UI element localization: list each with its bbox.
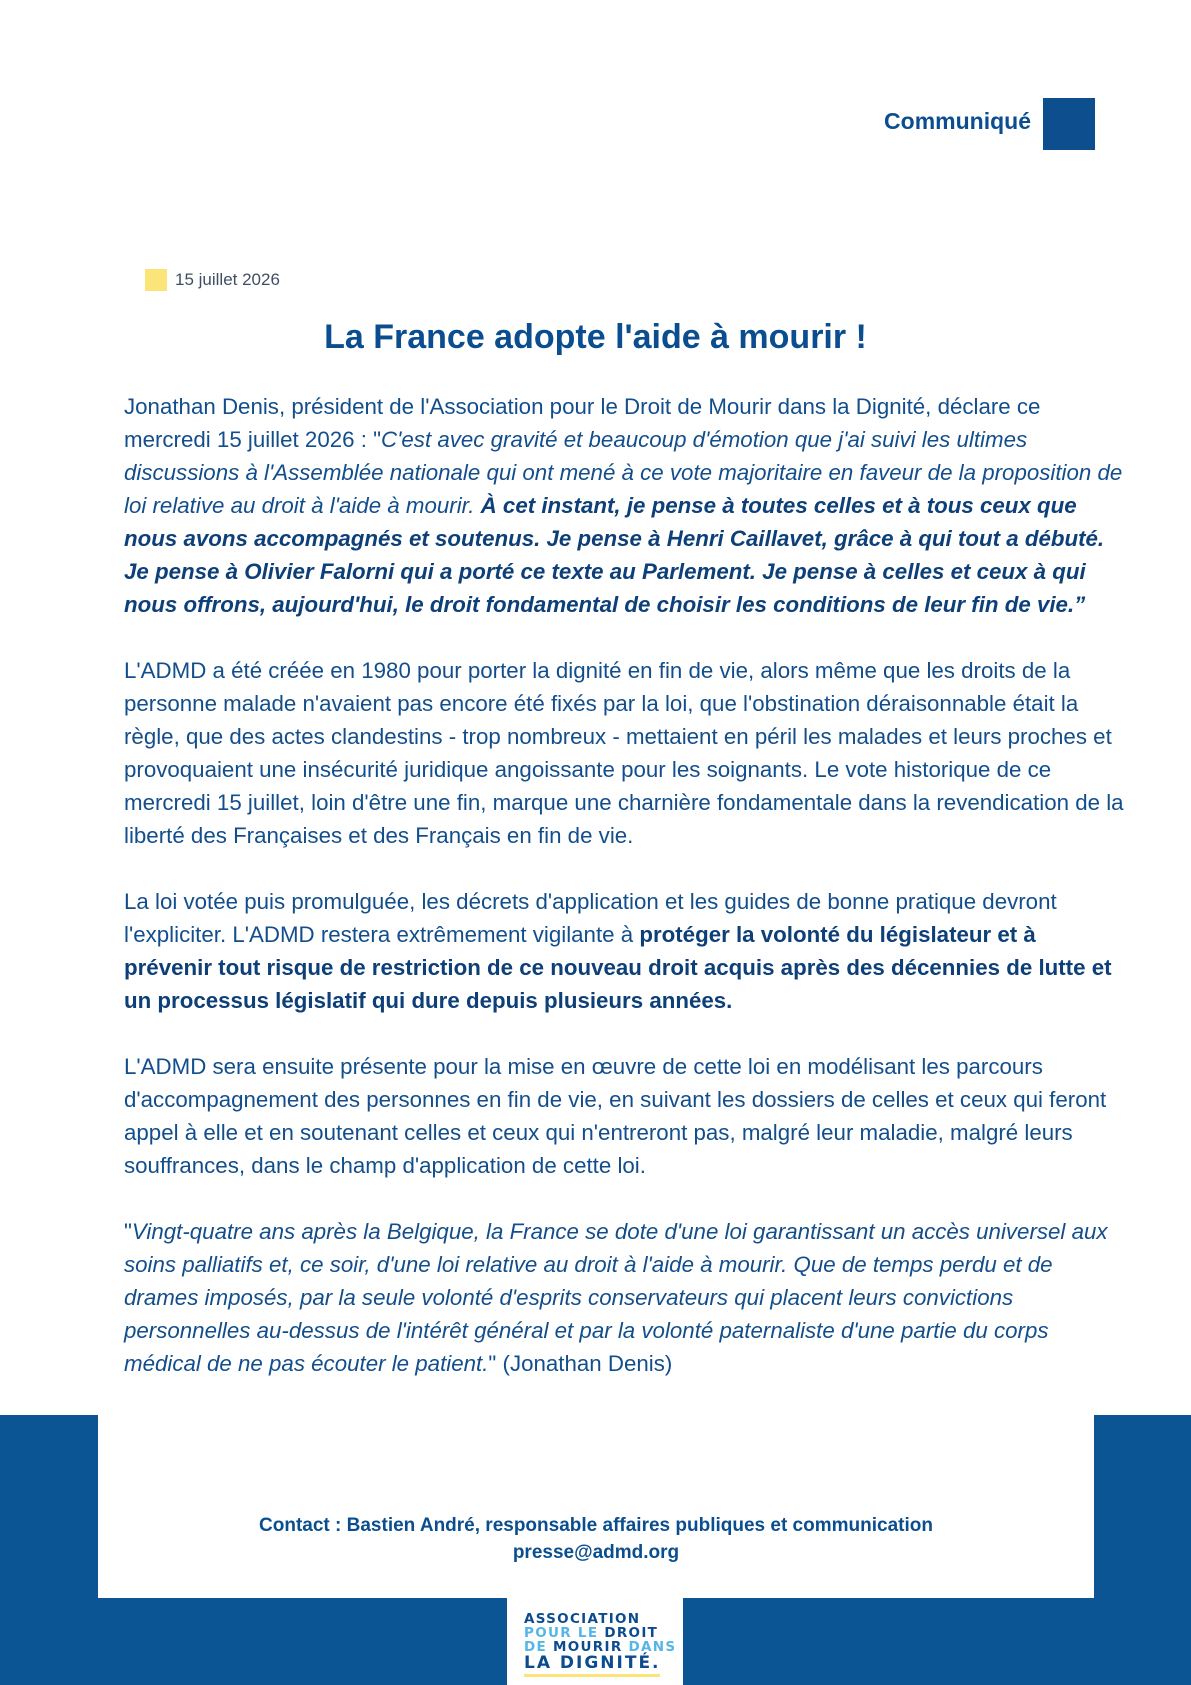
date-marker-icon — [145, 269, 167, 291]
paragraph-1-quote-italic: C'est avec gravité et beaucoup d'émotion que j'ai suivi les ultimes discussions à l'Assemblée nationale qui ont mené à ce vote majoritaire en faveur de la proposition de loi relative au droit à l'aide à mourir. — [124, 427, 1123, 518]
paragraph-3-plain: La loi votée puis promulguée, les décrets d'application et les guides de bonne pratique devront l'expliciter. L'ADMD restera extrêmement vigilante à — [124, 889, 1057, 947]
logo-row-2-b: DROIT — [604, 1625, 659, 1641]
logo-row-2-a: POUR LE — [524, 1625, 599, 1641]
paragraph-5 — [124, 1215, 1124, 1380]
contact-block — [98, 1512, 1094, 1566]
paragraph-1-intro: Jonathan Denis, président de l'Association pour le Droit de Mourir dans la Dignité, déclare ce mercredi 15 juillet 2026 : " — [124, 394, 1041, 452]
document-type-label: Communiqué — [884, 108, 1031, 134]
logo-row-1: ASSOCIATION — [524, 1611, 641, 1627]
paragraph-3-bold: protéger la volonté du législateur et à prévenir tout risque de restriction de ce nouveau droit acquis après des décennies de lutte et un processus législatif qui dure depuis plusieurs années. — [124, 922, 1112, 1013]
article-body — [124, 390, 1124, 1413]
paragraph-3 — [124, 885, 1124, 1017]
paragraph-5-close: " (Jonathan Denis) — [488, 1351, 673, 1376]
date-row — [145, 269, 280, 291]
logo-row-3-b: MOURIR — [553, 1639, 623, 1655]
paragraph-2: L'ADMD a été créée en 1980 pour porter la dignité en fin de vie, alors même que les droits de la personne malade n'avaient pas encore été fixés par la loi, que l'obstination déraisonnable était la règle, que des actes clandestins - trop nombreux - mettaient en péril les malades et leurs proches et provoquaient une insécurité juridique angoissante pour les soignants. Le vote historique de ce mercredi 15 juillet, loin d'être une fin, marque une charnière fondamentale dans la revendication de la liberté des Françaises et des Français en fin de vie. — [124, 658, 1124, 848]
logo-wordmark — [524, 1612, 676, 1673]
paragraph-1 — [124, 390, 1124, 621]
logo-row-3-a: DE — [524, 1639, 548, 1655]
paragraph-5-quote: Vingt-quatre ans après la Belgique, la France se dote d'une loi garantissant un accès universel aux soins palliatifs et, ce soir, d'une loi relative au droit à l'aide à mourir. Que de temps perdu et de drames imposés, par la seule volonté d'esprits conservateurs qui placent leurs convictions personnelles au-dessus de l'intérêt général et par la volonté paternaliste d'une partie du corps médical de ne pas écouter le patient. — [124, 1219, 1108, 1376]
page-title: La France adopte l'aide à mourir ! — [324, 318, 867, 356]
paragraph-4: L'ADMD sera ensuite présente pour la mise en œuvre de cette loi en modélisant les parcours d'accompagnement des personnes en fin de vie, en suivant les dossiers de celles et ceux qui feront appel à elle et en soutenant celles et ceux qui n'entreront pas, malgré leur maladie, malgré leurs souffrances, dans le champ d'application de cette loi. — [124, 1054, 1107, 1178]
footer-card — [98, 1415, 1094, 1598]
logo-row-3-c: DANS — [628, 1639, 677, 1655]
logo-underline — [524, 1674, 660, 1677]
paragraph-5-open: " — [124, 1219, 132, 1244]
logo-row-2 — [524, 1626, 676, 1640]
contact-line: Contact : Bastien André, responsable affaires publiques et communication — [259, 1515, 933, 1536]
contact-email-link[interactable]: presse@admd.org — [512, 1542, 680, 1563]
paragraph-1-quote-bold: À cet instant, je pense à toutes celles et à tous ceux que nous avons accompagnés et soutenus. Je pense à Henri Caillavet, grâce à qui tout a débuté. Je pense à Olivier Falorni qui a porté ce texte au Parlement. Je pense à celles et ceux à qui nous offrons, aujourd'hui, le droit fondamental de choisir les conditions de leur fin de vie.” — [124, 493, 1105, 617]
header-square-decoration — [1043, 98, 1095, 150]
logo-row-4: LA DIGNITÉ. — [524, 1653, 661, 1673]
admd-logo — [507, 1598, 683, 1685]
publication-date: 15 juillet 2026 — [175, 270, 280, 289]
logo-row-3 — [524, 1640, 676, 1654]
